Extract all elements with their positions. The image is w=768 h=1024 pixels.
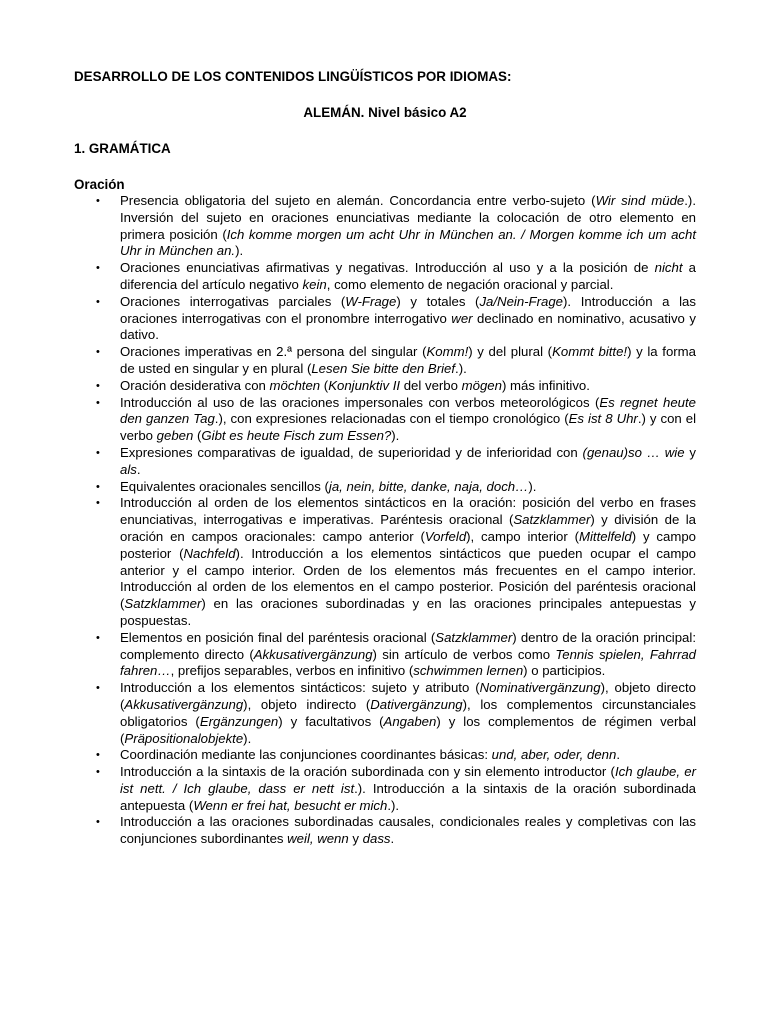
italic-text: Konjunktiv II (328, 377, 401, 393)
list-item (74, 445, 696, 479)
text: Equivalentes oracionales sencillos ( (120, 478, 329, 494)
italic-text: Wir sind müde (595, 193, 685, 208)
text: ) más infinitivo. (501, 377, 590, 393)
list-item (74, 680, 696, 747)
italic-text: Akkusativergänzung (253, 646, 373, 662)
text: .). (387, 797, 400, 813)
italic-text: wer (451, 310, 473, 326)
italic-text: Ergänzungen (199, 713, 279, 729)
text: . (616, 747, 620, 763)
subsection-title: Oración (74, 177, 125, 192)
italic-text: dass (362, 831, 391, 847)
list-item (74, 260, 696, 294)
text: .). Introducción a la sintaxis de la oración subordinada antepuesta ( (120, 780, 697, 813)
text: ) o participios. (523, 663, 606, 679)
italic-text: kein (302, 276, 327, 292)
list-item (74, 814, 696, 848)
text: Expresiones comparativas de igualdad, de superioridad y de inferioridad con (120, 444, 583, 460)
bullet-icon: • (96, 749, 100, 762)
italic-text: Angaben (383, 713, 437, 729)
italic-text: nicht (654, 260, 683, 276)
text: ). Introducción a las oraciones interrogativas con el pronombre interrogativo (120, 293, 696, 326)
text: ) sin artículo de verbos como (372, 646, 556, 662)
text: del verbo (400, 377, 462, 393)
italic-text: Es ist 8 Uhr (568, 411, 638, 427)
bullet-icon: • (96, 295, 100, 308)
text: ). (243, 730, 252, 746)
text: Introducción al uso de las oraciones impersonales con verbos meteorológicos ( (120, 394, 600, 410)
text: , prefijos separables, verbos en infinitivo ( (170, 663, 414, 679)
text: ) y la forma de usted en singular y en plural ( (120, 344, 697, 376)
italic-text: Dativergänzung (370, 696, 463, 712)
list-item (74, 378, 696, 395)
text: Introducción al orden de los elementos sintácticos en la oración: posición del verbo en frases enunciativas, interrogativas e imperativas. Paréntesis oracional ( (120, 495, 696, 528)
bullet-icon: • (96, 497, 100, 510)
italic-text: Satzklammer (124, 596, 202, 612)
section-title: 1. GRAMÁTICA (74, 141, 171, 156)
list-item (74, 764, 696, 814)
text: ) y facultativos ( (278, 713, 384, 729)
text: Oraciones imperativas en 2.ª persona del singular ( (120, 344, 427, 360)
text: Presencia obligatoria del sujeto en alemán. Concordancia entre verbo-sujeto ( (120, 193, 596, 208)
italic-text: Satzklammer (435, 629, 513, 645)
text: . (390, 831, 395, 847)
italic-text: Satzklammer (513, 512, 591, 528)
list-item (74, 747, 696, 764)
text: ). (235, 243, 244, 259)
italic-text: Es regnet heute den ganzen Tag (120, 394, 696, 427)
bullet-icon: • (96, 480, 100, 493)
bullet-icon: • (96, 446, 100, 459)
document-title: DESARROLLO DE LOS CONTENIDOS LINGÜÍSTICOS POR IDIOMAS: (74, 69, 512, 84)
text: ). (528, 478, 537, 494)
italic-text: weil, wenn (287, 831, 349, 847)
text: a diferencia del artículo negativo (120, 260, 696, 292)
italic-text: Akkusativergänzung (124, 696, 244, 712)
text: ), objeto directo ( (120, 680, 696, 712)
bullet-icon: • (96, 682, 100, 695)
text: . (136, 461, 141, 477)
text: .) y con el verbo (120, 411, 697, 444)
text: ) y los complementos de régimen verbal ( (120, 713, 697, 746)
italic-text: ja, nein, bitte, danke, naja, doch… (328, 478, 529, 494)
document-subtitle: ALEMÁN. Nivel básico A2 (303, 105, 467, 120)
list-item (74, 294, 696, 344)
italic-text: Ich glaube, er ist nett. / Ich glaube, dass er nett ist (120, 764, 696, 796)
text: , como elemento de negación oracional y parcial. (326, 276, 614, 292)
text: ( (320, 377, 329, 393)
bullet-icon: • (96, 631, 100, 644)
text: .), con expresiones relacionadas con el tiempo cronológico ( (214, 411, 569, 427)
italic-text: als (120, 461, 137, 477)
italic-text: Ich komme morgen um acht Uhr in München an. / Morgen komme ich um acht Uhr in München an. (120, 226, 696, 259)
text: Oraciones enunciativas afirmativas y negativas. Introducción al uso y a la posición de (120, 260, 655, 276)
list-item (74, 630, 696, 680)
text: y (684, 444, 697, 460)
list-item (74, 344, 696, 378)
text: Oración desiderativa con (120, 377, 270, 393)
text: Introducción a las oraciones subordinadas causales, condicionales reales y completivas con las conjunciones subordinantes (120, 814, 696, 847)
text: Coordinación mediante las conjunciones coordinantes básicas: (120, 747, 492, 763)
text: ), objeto indirecto ( (243, 696, 371, 712)
text: y (348, 831, 363, 847)
text: ( (193, 428, 202, 444)
italic-text: Präpositionalobjekte (124, 730, 244, 746)
italic-text: Tennis spielen, Fahrrad fahren… (120, 646, 697, 679)
italic-text: Lesen Sie bitte den Brief (311, 360, 456, 376)
text: Elementos en posición final del paréntesis oracional ( (120, 629, 436, 645)
text: ), los complementos circunstanciales obligatorios ( (120, 696, 696, 729)
list-item (74, 495, 696, 629)
text: ) en las oraciones subordinadas y en las oraciones principales antepuestas y pospuestas. (120, 596, 696, 628)
italic-text: Kommt bitte! (552, 344, 628, 360)
list-item (74, 395, 696, 445)
text: .). (455, 360, 467, 376)
italic-text: (genau)so … wie (582, 444, 685, 460)
text: Introducción a los elementos sintácticos: sujeto y atributo ( (120, 680, 480, 696)
italic-text: Ja/Nein-Frage (479, 293, 564, 309)
text: Oraciones interrogativas parciales ( (120, 293, 346, 309)
bullet-icon: • (96, 195, 100, 207)
text: ) y totales ( (396, 293, 480, 309)
list-item (74, 193, 696, 260)
text: ) y del plural ( (468, 344, 553, 360)
italic-text: Nachfeld (183, 545, 236, 561)
italic-text: Mittelfeld (578, 528, 632, 544)
text: declinado en nominativo, acusativo y dativo. (120, 310, 696, 343)
italic-text: geben (156, 428, 194, 444)
italic-text: Vorfeld (424, 528, 467, 544)
text: ) y campo posterior ( (120, 528, 696, 561)
italic-text: möchten (269, 377, 321, 393)
italic-text: schwimmen lernen (413, 663, 524, 679)
bullet-icon: • (96, 766, 100, 779)
text: ). (391, 428, 400, 444)
bullet-icon: • (96, 816, 100, 829)
bullet-list (74, 193, 696, 848)
text: ) dentro de la oración principal: complemento directo ( (120, 629, 696, 662)
text: Introducción a la sintaxis de la oración subordinada con y sin elemento introductor ( (120, 764, 615, 780)
bullet-icon: • (96, 396, 100, 409)
italic-text: und, aber, oder, denn (491, 747, 617, 763)
text: ). Introducción a los elementos sintácticos que pueden ocupar el campo anterior y el campo interior. Orden de los elementos más frecuentes en el campo interior. Introducción al orden de los elementos en el campo posterior. Posición del paréntesis oracional ( (120, 545, 696, 612)
text: ), campo interior ( (466, 528, 579, 544)
bullet-icon: • (96, 346, 100, 359)
italic-text: mögen (461, 377, 502, 393)
bullet-icon: • (96, 262, 100, 275)
bullet-icon: • (96, 379, 100, 392)
italic-text: Nominativergänzung (479, 680, 601, 696)
text: .). Inversión del sujeto en oraciones enunciativas mediante la colocación de otro elemento en primera posición ( (120, 193, 696, 242)
italic-text: Wenn er frei hat, besucht er mich (193, 797, 388, 813)
text: ) y división de la oración en campos oracionales: campo anterior ( (120, 512, 696, 544)
italic-text: Komm! (426, 344, 469, 360)
italic-text: W-Frage (345, 293, 397, 309)
list-item (74, 479, 696, 496)
italic-text: Gibt es heute Fisch zum Essen? (201, 428, 392, 444)
